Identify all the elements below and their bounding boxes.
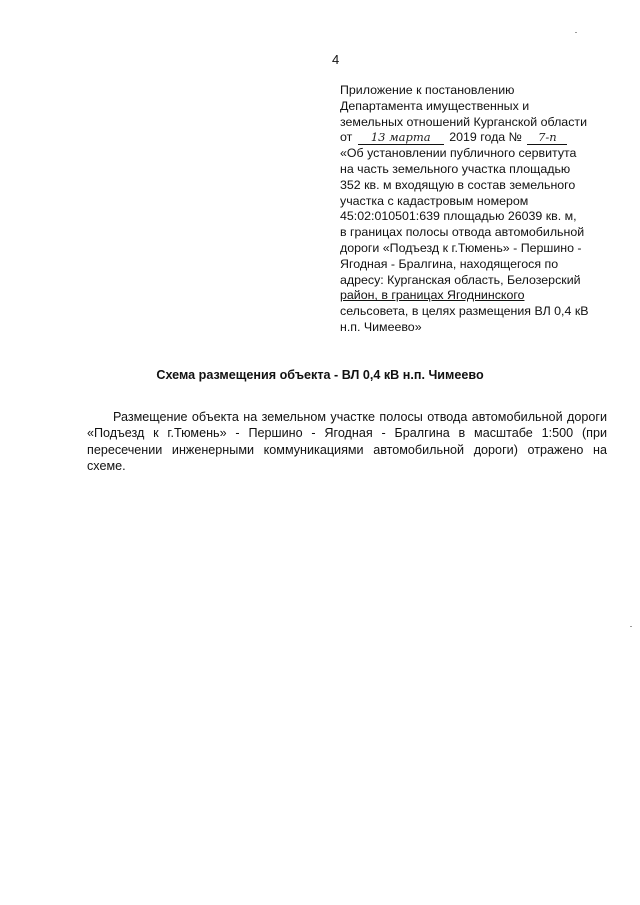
appendix-line-11: дороги «Подъезд к г.Тюмень» - Першино -	[340, 240, 582, 255]
appendix-line-7: 352 кв. м входящую в состав земельного	[340, 177, 576, 192]
appendix-line-16: н.п. Чимеево»	[340, 319, 422, 334]
year-text: 2019 года №	[449, 130, 522, 145]
appendix-line-15: сельсовета, в целях размещения ВЛ 0,4 кВ	[340, 304, 589, 319]
page-number: 4	[332, 52, 340, 67]
appendix-header	[340, 83, 610, 336]
appendix-line-1: Приложение к постановлению	[340, 83, 515, 97]
scan-speck	[630, 626, 632, 627]
appendix-line-8: участка с кадастровым номером	[340, 193, 529, 208]
handwritten-date: 13 марта	[358, 131, 444, 145]
appendix-line-3: земельных отношений Курганской области	[340, 114, 587, 129]
appendix-line-10: в границах полосы отвода автомобильной	[340, 225, 585, 240]
appendix-line-14: район, в границах Ягоднинского	[340, 288, 525, 303]
date-prefix: от	[340, 130, 353, 145]
appendix-line-6: на часть земельного участка площадью	[340, 161, 571, 176]
handwritten-number: 7-п	[527, 131, 567, 145]
appendix-line-9: 45:02:010501:639 площадью 26039 кв. м,	[340, 209, 577, 224]
appendix-date-line	[340, 130, 610, 146]
body-paragraph: Размещение объекта на земельном участке полосы отвода автомобильной дороги «Подъезд к г.Тюмень» - Першино - Ягодная - Бралгина в масштабе 1:500 (при пересечении инженерными коммуникациями автомобильной дороги) отражено на схеме.	[87, 410, 607, 473]
appendix-line-2: Департамента имущественных и	[340, 98, 530, 113]
scan-speck	[575, 32, 577, 33]
appendix-line-12: Ягодная - Бралгина, находящегося по	[340, 256, 559, 271]
document-title: Схема размещения объекта - ВЛ 0,4 кВ н.п. Чимеево	[156, 368, 484, 382]
appendix-line-13: адресу: Курганская область, Белозерский	[340, 272, 581, 287]
appendix-line-5: «Об установлении публичного сервитута	[340, 146, 577, 161]
